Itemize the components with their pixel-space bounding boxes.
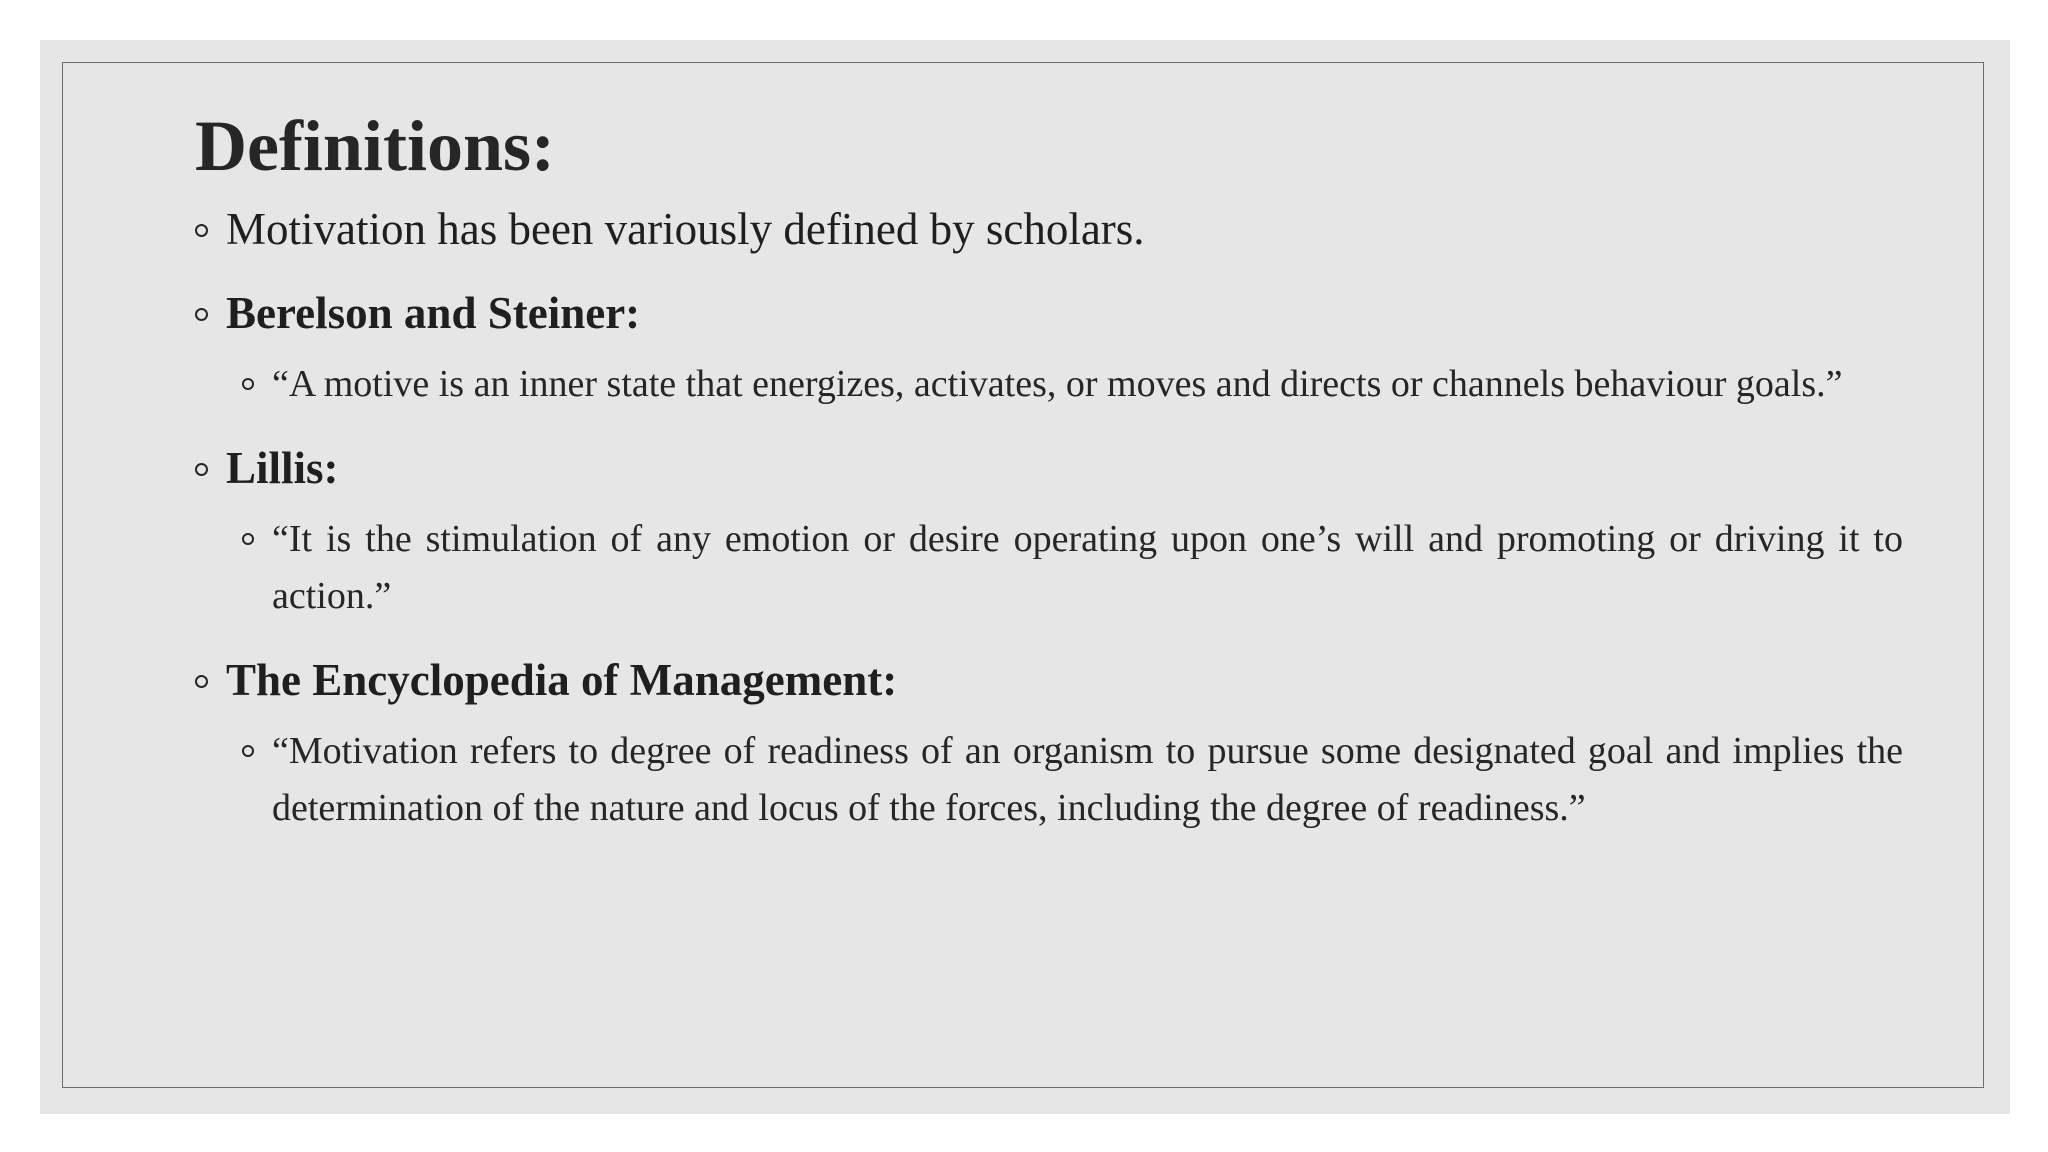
bullet-item-author [195, 651, 1903, 709]
hollow-circle-bullet-icon [195, 463, 208, 476]
slide-content [195, 106, 1903, 837]
hollow-circle-bullet-icon [195, 224, 208, 237]
author-name: Berelson and Steiner: [226, 288, 641, 338]
author-name: Lillis: [226, 443, 339, 493]
bullet-item-author [195, 284, 1903, 342]
sub-bullet-quote [242, 723, 1903, 837]
slide-title: Definitions: [195, 106, 555, 186]
hollow-circle-bullet-icon [242, 533, 254, 545]
sub-bullet-quote [242, 356, 1903, 413]
hollow-circle-bullet-icon [242, 745, 254, 757]
quote-text: “It is the stimulation of any emotion or desire operating upon one’s will and promoting or driving it to action.” [272, 518, 1903, 617]
quote-text: “A motive is an inner state that energizes, activates, or moves and directs or channels behaviour goals.” [272, 363, 1843, 405]
slide [40, 40, 2010, 1114]
bullet-item-intro [195, 200, 1903, 258]
hollow-circle-bullet-icon [242, 378, 254, 390]
hollow-circle-bullet-icon [195, 308, 208, 321]
sub-bullet-quote [242, 511, 1903, 625]
bullet-item-author [195, 439, 1903, 497]
author-name: The Encyclopedia of Management: [226, 655, 898, 705]
bullet-text: Motivation has been variously defined by scholars. [226, 204, 1145, 254]
quote-text: “Motivation refers to degree of readiness of an organism to pursue some designated goal and implies the determination of the nature and locus of the forces, including the degree of readiness.” [272, 730, 1903, 829]
hollow-circle-bullet-icon [195, 675, 208, 688]
